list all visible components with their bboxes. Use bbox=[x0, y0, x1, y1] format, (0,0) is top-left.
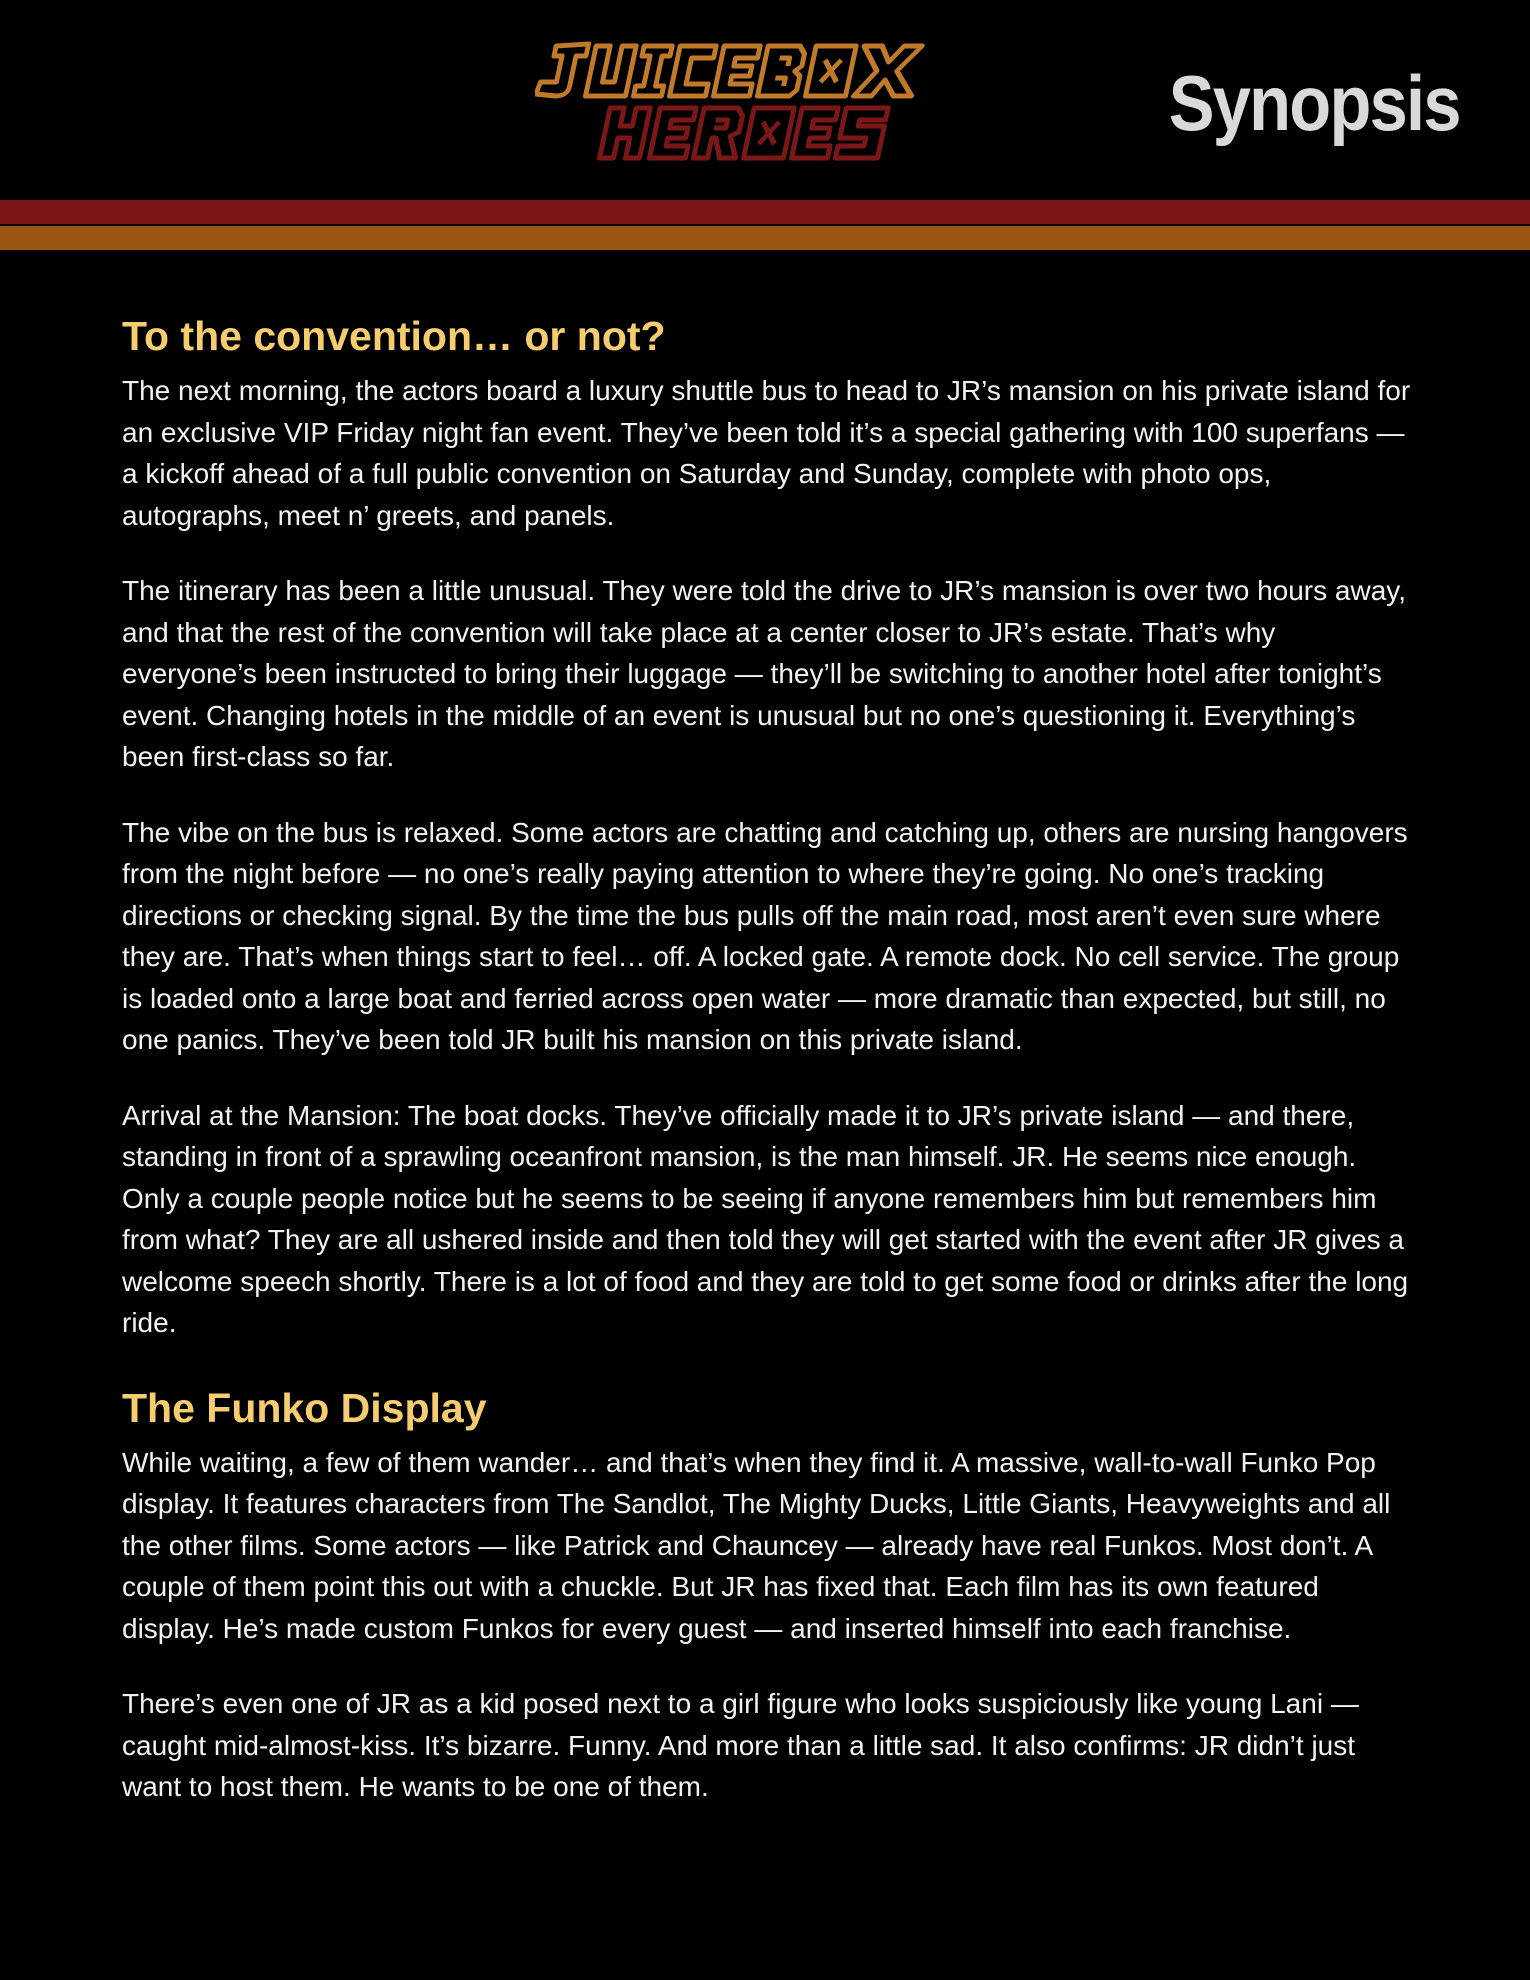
section-paragraph: While waiting, a few of them wander… and that’s when they find it. A massive, wall-to-wall Funko Pop display. It features characters from The Sandlot, The Mighty Ducks, Little Giants, Heavyweights and all the other films. Some actors — like Patrick and Chauncey — already have real Funkos. Most don’t. A couple of them point this out with a chuckle. But JR has fixed that. Each film has its own featured display. He’s made custom Funkos for every guest — and inserted himself into each franchise. bbox=[122, 1446, 1391, 1644]
page-header bbox=[0, 0, 1530, 200]
logo-graphic bbox=[535, 38, 995, 168]
page-title: Synopsis bbox=[1168, 59, 1460, 147]
header-divider-orange bbox=[0, 226, 1530, 250]
section-paragraph: The vibe on the bus is relaxed. Some actors are chatting and catching up, others are nursing hangovers from the night before — no one’s really paying attention to where they’re going. No one’s tracking directions or checking signal. By the time the bus pulls off the main road, most aren’t even sure where they are. That’s when things start to feel… off. A locked gate. A remote dock. No cell service. The group is loaded onto a large boat and ferried across open water — more dramatic than expected, but still, no one panics. They’ve been told JR built his mansion on this private island. bbox=[122, 816, 1408, 1055]
juicebox-heroes-logo bbox=[535, 38, 995, 168]
section-paragraph: Arrival at the Mansion: The boat docks. They’ve officially made it to JR’s private island — and there, standing in front of a sprawling oceanfront mansion, is the man himself. JR. He seems nice enough. Only a couple people notice but he seems to be seeing if anyone remembers him but remembers him from what? They are all ushered inside and then told they will get started with the event after JR gives a welcome speech shortly. There is a lot of food and they are told to get some food or drinks after the long ride. bbox=[122, 1099, 1409, 1338]
section-paragraph: There’s even one of JR as a kid posed next to a girl figure who looks suspiciously like young Lani — caught mid-almost-kiss. It’s bizarre. Funny. And more than a little sad. It also confirms: JR didn’t just want to host them. He wants to be one of them. bbox=[122, 1688, 1359, 1802]
section-paragraph: The next morning, the actors board a luxury shuttle bus to head to JR’s mansion on his private island for an exclusive VIP Friday night fan event. They’ve been told it’s a special gathering with 100 superfans — a kickoff ahead of a full public convention on Saturday and Sunday, complete with photo ops, autographs, meet n’ greets, and panels. bbox=[122, 375, 1411, 531]
header-divider-red bbox=[0, 200, 1530, 224]
section-heading: The Funko Display bbox=[122, 1384, 487, 1431]
section-heading: To the convention… or not? bbox=[122, 313, 666, 359]
synopsis-content bbox=[122, 306, 1412, 1842]
section-paragraph: The itinerary has been a little unusual. They were told the drive to JR’s mansion is over two hours away, and that the rest of the convention will take place at a center closer to JR’s estate. That’s why everyone’s been instructed to bring their luggage — they’ll be switching to another hotel after tonight’s event. Changing hotels in the middle of an event is unusual but no one’s questioning it. Everything’s been first-class so far. bbox=[122, 575, 1406, 772]
